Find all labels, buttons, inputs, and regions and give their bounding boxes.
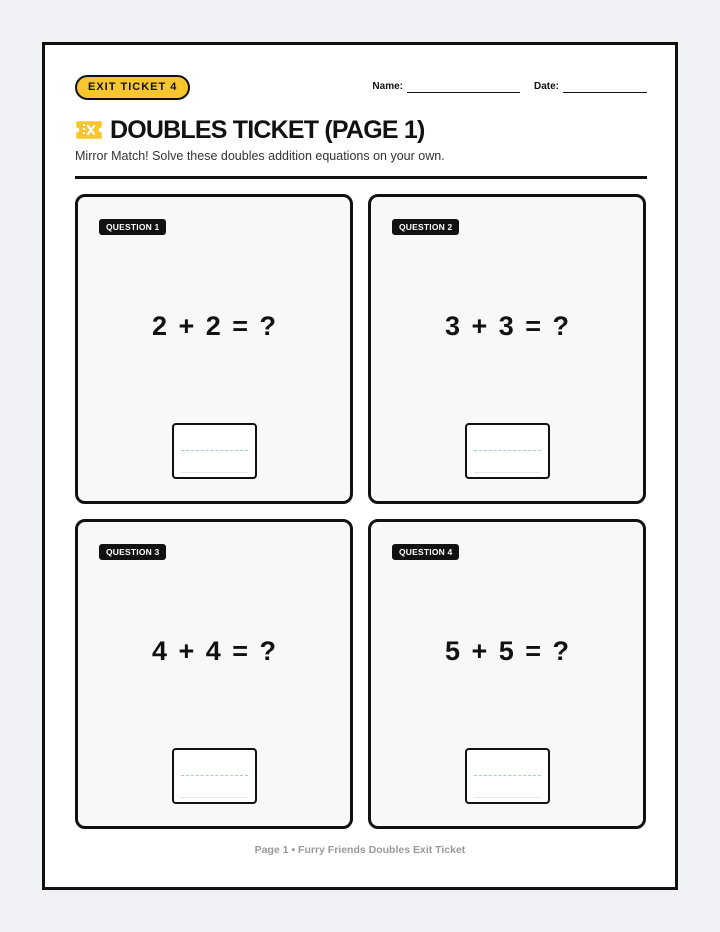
question-label-3: QUESTION 3 bbox=[99, 544, 166, 560]
name-line[interactable] bbox=[407, 83, 520, 93]
worksheet-page bbox=[42, 42, 678, 890]
date-label: Date: bbox=[533, 81, 559, 92]
question-label-1: QUESTION 1 bbox=[99, 219, 166, 235]
ticket-icon bbox=[75, 120, 103, 140]
question-card-3 bbox=[75, 519, 353, 829]
equation-1: 2 + 2 = ? bbox=[151, 311, 277, 341]
equation-2: 3 + 3 = ? bbox=[444, 311, 570, 341]
page-title: DOUBLES TICKET (PAGE 1) bbox=[110, 115, 425, 144]
date-field[interactable] bbox=[534, 81, 647, 93]
equation-3: 4 + 4 = ? bbox=[151, 636, 277, 666]
answer-box-2[interactable] bbox=[465, 423, 550, 479]
date-line[interactable] bbox=[563, 83, 647, 93]
name-label: Name: bbox=[372, 81, 403, 92]
answer-box-4[interactable] bbox=[465, 748, 550, 804]
question-card-2 bbox=[368, 194, 646, 504]
equation-4: 5 + 5 = ? bbox=[444, 636, 570, 666]
header-row bbox=[75, 73, 647, 101]
name-field[interactable] bbox=[372, 81, 520, 93]
page-subtitle: Mirror Match! Solve these doubles addition equations on your own. bbox=[75, 149, 445, 163]
question-card-4 bbox=[368, 519, 646, 829]
page-footer: Page 1 • Furry Friends Doubles Exit Ticket bbox=[254, 844, 466, 856]
student-fields bbox=[372, 81, 647, 93]
question-label-4: QUESTION 4 bbox=[392, 544, 459, 560]
exit-ticket-badge: EXIT TICKET 4 bbox=[75, 75, 190, 100]
answer-box-3[interactable] bbox=[172, 748, 257, 804]
title-row bbox=[75, 115, 425, 145]
answer-box-1[interactable] bbox=[172, 423, 257, 479]
question-label-2: QUESTION 2 bbox=[392, 219, 459, 235]
header-divider bbox=[75, 176, 647, 179]
question-card-1 bbox=[75, 194, 353, 504]
